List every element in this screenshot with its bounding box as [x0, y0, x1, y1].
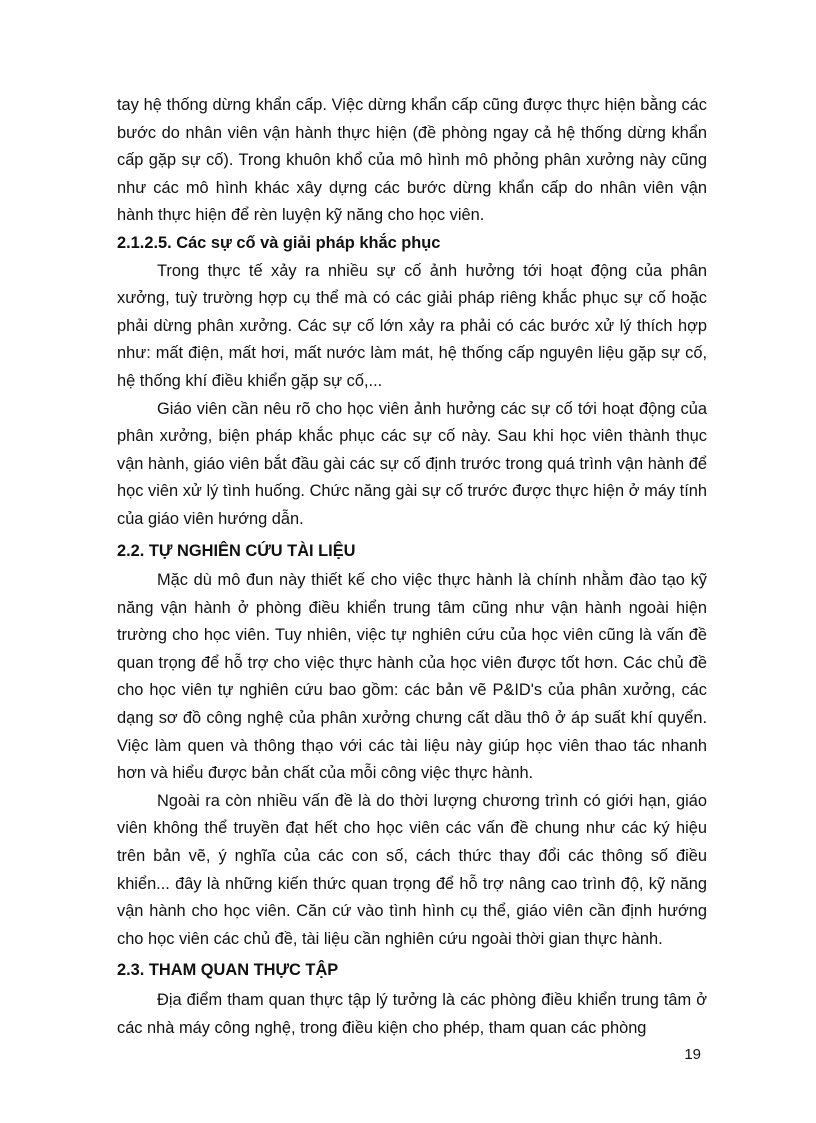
section-heading-2-2: 2.2. TỰ NGHIÊN CỨU TÀI LIỆU [117, 541, 356, 560]
paragraph-teacher-incidents: Giáo viên cần nêu rõ cho học viên ảnh hưởng các sự cố tới hoạt động của phân xưởng, biện pháp khắc phục các sự cố này. Sau khi học viên thành thục vận hành, giáo viên bắt đầu gài các sự cố định trước trong quá trình vận hành để học viên xử lý tình huống. Chức năng gài sự cố trước được thực hiện ở máy tính của giáo viên hướng dẫn. [117, 399, 707, 528]
paragraph-field-trip: Địa điểm tham quan thực tập lý tưởng là các phòng điều khiển trung tâm ở các nhà máy công nghệ, trong điều kiện cho phép, tham quan các phòng [117, 991, 707, 1037]
page-number: 19 [684, 1046, 701, 1063]
paragraph-self-study: Mặc dù mô đun này thiết kế cho việc thực hành là chính nhằm đào tạo kỹ năng vận hành ở phòng điều khiển trung tâm cũng như vận hành ngoài hiện trường cho học viên. Tuy nhiên, việc tự nghiên cứu của học viên cũng là vấn đề quan trọng để hỗ trợ cho việc thực hành của học viên được tốt hơn. Các chủ đề cho học viên tự nghiên cứu bao gồm: các bản vẽ P&ID's của phân xưởng, các dạng sơ đồ công nghệ của phân xưởng chưng cất dầu thô ở áp suất khí quyển. Việc làm quen và thông thạo với các tài liệu này giúp học viên thao tác nhanh hơn và hiểu được bản chất của mỗi công việc thực hành. [117, 571, 707, 783]
section-heading-2-3: 2.3. THAM QUAN THỰC TẬP [117, 961, 339, 980]
paragraph-continuation: tay hệ thống dừng khẩn cấp. Việc dừng khẩn cấp cũng được thực hiện bằng các bước do nhân viên vận hành thực hiện (đề phòng ngay cả hệ thống dừng khẩn cấp gặp sự cố). Trong khuôn khổ của mô hình mô phỏng phân xưởng này cũng như các mô hình khác xây dựng các bước dừng khẩn cấp do nhân viên vận hành thực hiện để rèn luyện kỹ năng cho học viên. [117, 96, 707, 225]
paragraph-additional-issues: Ngoài ra còn nhiều vấn đề là do thời lượng chương trình có giới hạn, giáo viên không thể truyền đạt hết cho học viên các vấn đề chung như các ký hiệu trên bản vẽ, ý nghĩa của các con số, cách thức thay đổi các thông số điều khiển... đây là những kiến thức quan trọng để hỗ trợ nâng cao trình độ, kỹ năng vận hành cho học viên. Căn cứ vào tình hình cụ thể, giáo viên cần định hướng cho học viên các chủ đề, tài liệu cần nghiên cứu ngoài thời gian thực hành. [117, 791, 707, 948]
paragraph-incidents: Trong thực tế xảy ra nhiều sự cố ảnh hưởng tới hoạt động của phân xưởng, tuỳ trường hợp cụ thể mà có các giải pháp riêng khắc phục sự cố hoặc phải dừng phân xưởng. Các sự cố lớn xảy ra phải có các bước xử lý thích hợp như: mất điện, mất hơi, mất nước làm mát, hệ thống cấp nguyên liệu gặp sự cố, hệ thống khí điều khiển gặp sự cố,... [117, 261, 707, 390]
section-heading-2-1-2-5: 2.1.2.5. Các sự cố và giải pháp khắc phục [117, 233, 441, 252]
page-body [117, 92, 707, 1042]
